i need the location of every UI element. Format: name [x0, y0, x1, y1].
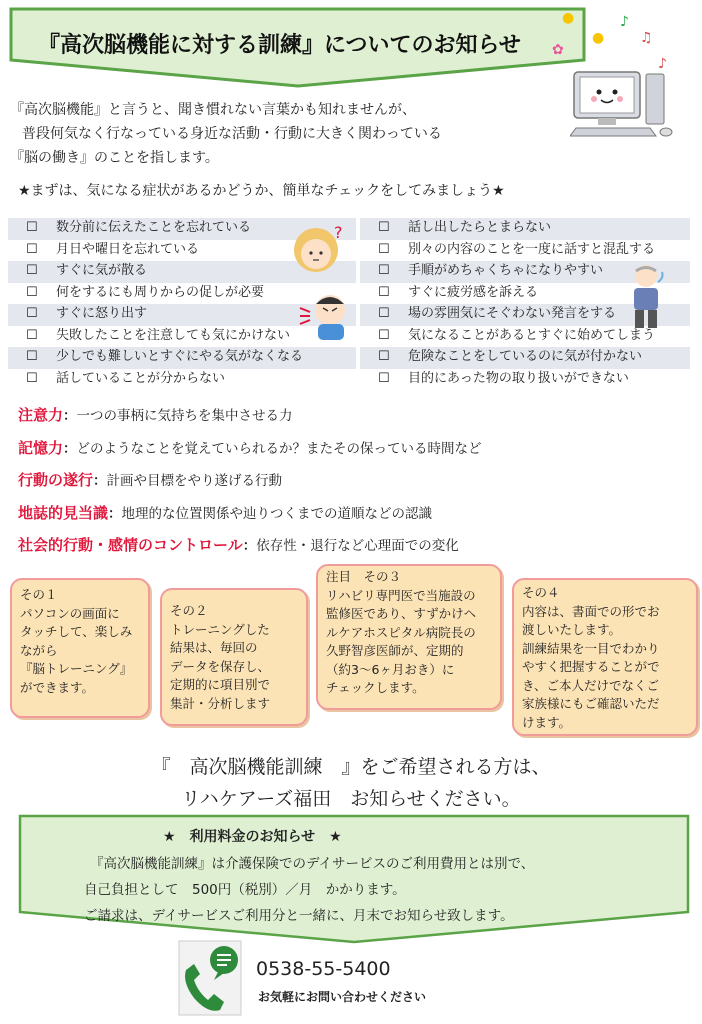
- card-line: トレーニングした: [170, 621, 270, 637]
- card-line: パソコンの画面に: [20, 605, 120, 621]
- card-line: チェックします。: [326, 680, 425, 695]
- check-item[interactable]: [360, 240, 690, 262]
- check-item-label: 月日や曜日を忘れている: [56, 241, 200, 257]
- checkbox[interactable]: ☐: [378, 370, 390, 386]
- music-note-icon: ♪: [620, 14, 629, 30]
- card-line: その１: [20, 587, 58, 602]
- check-item-label: 話していることが分からない: [56, 370, 226, 386]
- smiley-face-icon-2: ●: [592, 30, 605, 46]
- check-item-label: すぐに気が散る: [56, 263, 148, 278]
- checkbox[interactable]: ☐: [378, 327, 390, 343]
- check-item[interactable]: [8, 369, 356, 391]
- checkbox[interactable]: ☐: [26, 370, 38, 386]
- check-item-label: 場の雰囲気にそぐわない発言をする: [408, 306, 617, 321]
- card-line: その４: [522, 585, 560, 600]
- title-banner: [8, 6, 588, 90]
- card-line: けます。: [522, 714, 572, 730]
- definition-desc: 依存性・退行など心理面での変化: [256, 538, 459, 554]
- card-line: やすく把握することがで: [522, 659, 660, 674]
- definition-row: [18, 534, 482, 567]
- fee-banner: [18, 814, 690, 944]
- check-item-label: 少しでも難しいとすぐにやる気がなくなる: [56, 349, 304, 364]
- smiley-face-icon: ●: [562, 10, 575, 26]
- card-line: タッチして、楽しみ: [20, 624, 133, 639]
- card-line: 『脳トレーニング』: [20, 661, 133, 676]
- intro-line-1: 『高次脳機能』と言うと、聞き慣れない言葉かも知れませんが、: [10, 102, 416, 118]
- check-item-label: 目的にあった物の取り扱いができない: [408, 370, 629, 386]
- card-line: ながら: [20, 642, 58, 658]
- fee-line-3: ご請求は、デイサービスご利用分と一緒に、月末でお知らせ致します。: [84, 908, 514, 924]
- checkbox[interactable]: ☐: [26, 349, 38, 364]
- definition-term: 社会的行動・感情のコントロール: [18, 536, 243, 554]
- apply-line-1: 『 高次脳機能訓練 』をご希望される方は、: [151, 756, 551, 778]
- definition-colon: ：: [93, 473, 107, 489]
- svg-text:?: ?: [334, 223, 343, 242]
- card-line: 集計・分析します: [170, 695, 271, 711]
- definition-colon: ：: [63, 440, 77, 457]
- definitions-list: [18, 404, 482, 567]
- card-line: 内容は、書面での形でお: [522, 603, 660, 619]
- definition-colon: ：: [63, 408, 77, 424]
- definition-term: 記憶力: [18, 438, 64, 457]
- check-item-label: 気になることがあるとすぐに始めてしまう: [408, 327, 656, 343]
- checkbox[interactable]: ☐: [26, 241, 38, 257]
- fee-line-2: 自己負担として 500円（税別）／月 かかります。: [84, 882, 406, 898]
- definition-desc: 地理的な位置関係や辿りつくまでの道順などの認識: [121, 505, 433, 522]
- check-item-label: すぐに怒り出す: [56, 306, 148, 321]
- checkbox[interactable]: ☐: [378, 349, 390, 364]
- card-line: データを保存し、: [170, 658, 271, 674]
- intro-line-2: 普段何気なく行なっている身近な活動・行動に大きく関わっている: [22, 126, 442, 142]
- check-item[interactable]: [8, 347, 356, 369]
- card-line: 訓練結果を一目でわかり: [522, 640, 660, 656]
- info-card-3: [316, 564, 502, 710]
- definition-desc: 一つの事柄に気持ちを集中させる力: [76, 408, 293, 424]
- card-line: ができます。: [20, 679, 95, 695]
- checkbox[interactable]: ☐: [26, 284, 38, 300]
- definition-term: 行動の遂行: [18, 471, 94, 489]
- check-item-label: すぐに疲労感を訴える: [408, 284, 539, 300]
- check-item-label: 手順がめちゃくちゃになりやすい: [408, 263, 604, 278]
- tired-elderly-man-illustration: [624, 262, 670, 332]
- check-item-label: 何をするにも周りからの促しが必要: [56, 284, 265, 300]
- music-note-icon-2: ♫: [640, 30, 653, 46]
- check-item-label: 失敗したことを注意しても気にかけない: [56, 327, 291, 343]
- apply-line-2: リハケアーズ福田 お知らせください。: [181, 788, 521, 810]
- check-item-label: 危険なことをしているのに気が付かない: [408, 349, 643, 364]
- definition-colon: ：: [242, 538, 257, 554]
- contact-note: お気軽にお問い合わせください: [258, 990, 427, 1004]
- definition-row: [18, 502, 482, 535]
- card-line: 家族様にもご確認いただ: [522, 696, 660, 711]
- card-line: ルケアホスピタル病院長の: [326, 624, 476, 640]
- checkbox[interactable]: ☐: [378, 241, 390, 257]
- definition-row: [18, 437, 482, 470]
- computer-icon: [570, 70, 675, 140]
- definition-desc: どのようなことを覚えていられるか？またその保っている時間など: [76, 440, 482, 457]
- definition-desc: 計画や目標をやり遂げる行動: [106, 473, 283, 489]
- card-line: 注目 その３: [326, 569, 402, 584]
- check-item-label: 数分前に伝えたことを忘れている: [56, 220, 252, 235]
- flower-icon: ✿: [552, 42, 564, 58]
- phone-chat-icon: [178, 940, 242, 1016]
- card-line: その２: [170, 603, 208, 618]
- card-line: 久野智彦医師が、定期的: [326, 643, 464, 658]
- definition-row: [18, 469, 482, 502]
- card-line: リハビリ専門医で当施設の: [326, 587, 476, 603]
- check-item-label: 話し出したらとまらない: [408, 220, 552, 235]
- fee-line-1: 『高次脳機能訓練』は介護保険でのデイサービスのご利用費用とは別で、: [90, 856, 535, 872]
- definition-colon: ：: [108, 505, 122, 522]
- info-card-1: [10, 578, 150, 718]
- definition-term: 注意力: [18, 406, 64, 424]
- intro-line-3: 『脳の働き』のことを指します。: [10, 150, 219, 166]
- checkbox[interactable]: ☐: [378, 284, 390, 300]
- checkbox[interactable]: ☐: [26, 263, 38, 278]
- card-line: 定期的に項目別で: [170, 677, 271, 692]
- fee-title: ★ 利用料金のお知らせ ★: [163, 829, 342, 845]
- page-title: 『高次脳機能に対する訓練』についてのお知らせ: [38, 33, 521, 58]
- music-note-icon-3: ♪: [658, 56, 667, 72]
- check-item-label: 別々の内容のことを一度に話すと混乱する: [408, 241, 656, 257]
- checkbox[interactable]: ☐: [26, 327, 38, 343]
- checkbox[interactable]: ☐: [378, 306, 390, 321]
- checkbox[interactable]: ☐: [378, 263, 390, 278]
- phone-number[interactable]: 0538-55-5400: [256, 958, 391, 980]
- info-card-4: [512, 578, 698, 736]
- check-item[interactable]: [360, 218, 690, 240]
- checkbox[interactable]: ☐: [26, 306, 38, 321]
- card-line: 渡しいたします。: [522, 622, 622, 637]
- definition-term: 地誌的見当識: [18, 503, 109, 522]
- checkbox[interactable]: ☐: [378, 220, 390, 235]
- card-line: （約3～6ヶ月おき）に: [326, 661, 455, 677]
- check-item[interactable]: [360, 369, 690, 391]
- checklist-lead: ★まずは、気になる症状があるかどうか、簡単なチェックをしてみましょう★: [18, 183, 505, 199]
- card-line: 結果は、毎回の: [170, 640, 258, 655]
- check-item[interactable]: [360, 347, 690, 369]
- angry-man-illustration: [296, 286, 350, 342]
- checkbox[interactable]: ☐: [26, 220, 38, 235]
- card-line: 監修医であり、すずかけヘ: [326, 606, 477, 621]
- card-line: き、ご本人だけでなくご: [522, 677, 660, 693]
- info-card-2: [160, 588, 308, 726]
- intro-text: [10, 98, 442, 170]
- definition-row: [18, 404, 482, 437]
- confused-woman-illustration: [288, 220, 350, 280]
